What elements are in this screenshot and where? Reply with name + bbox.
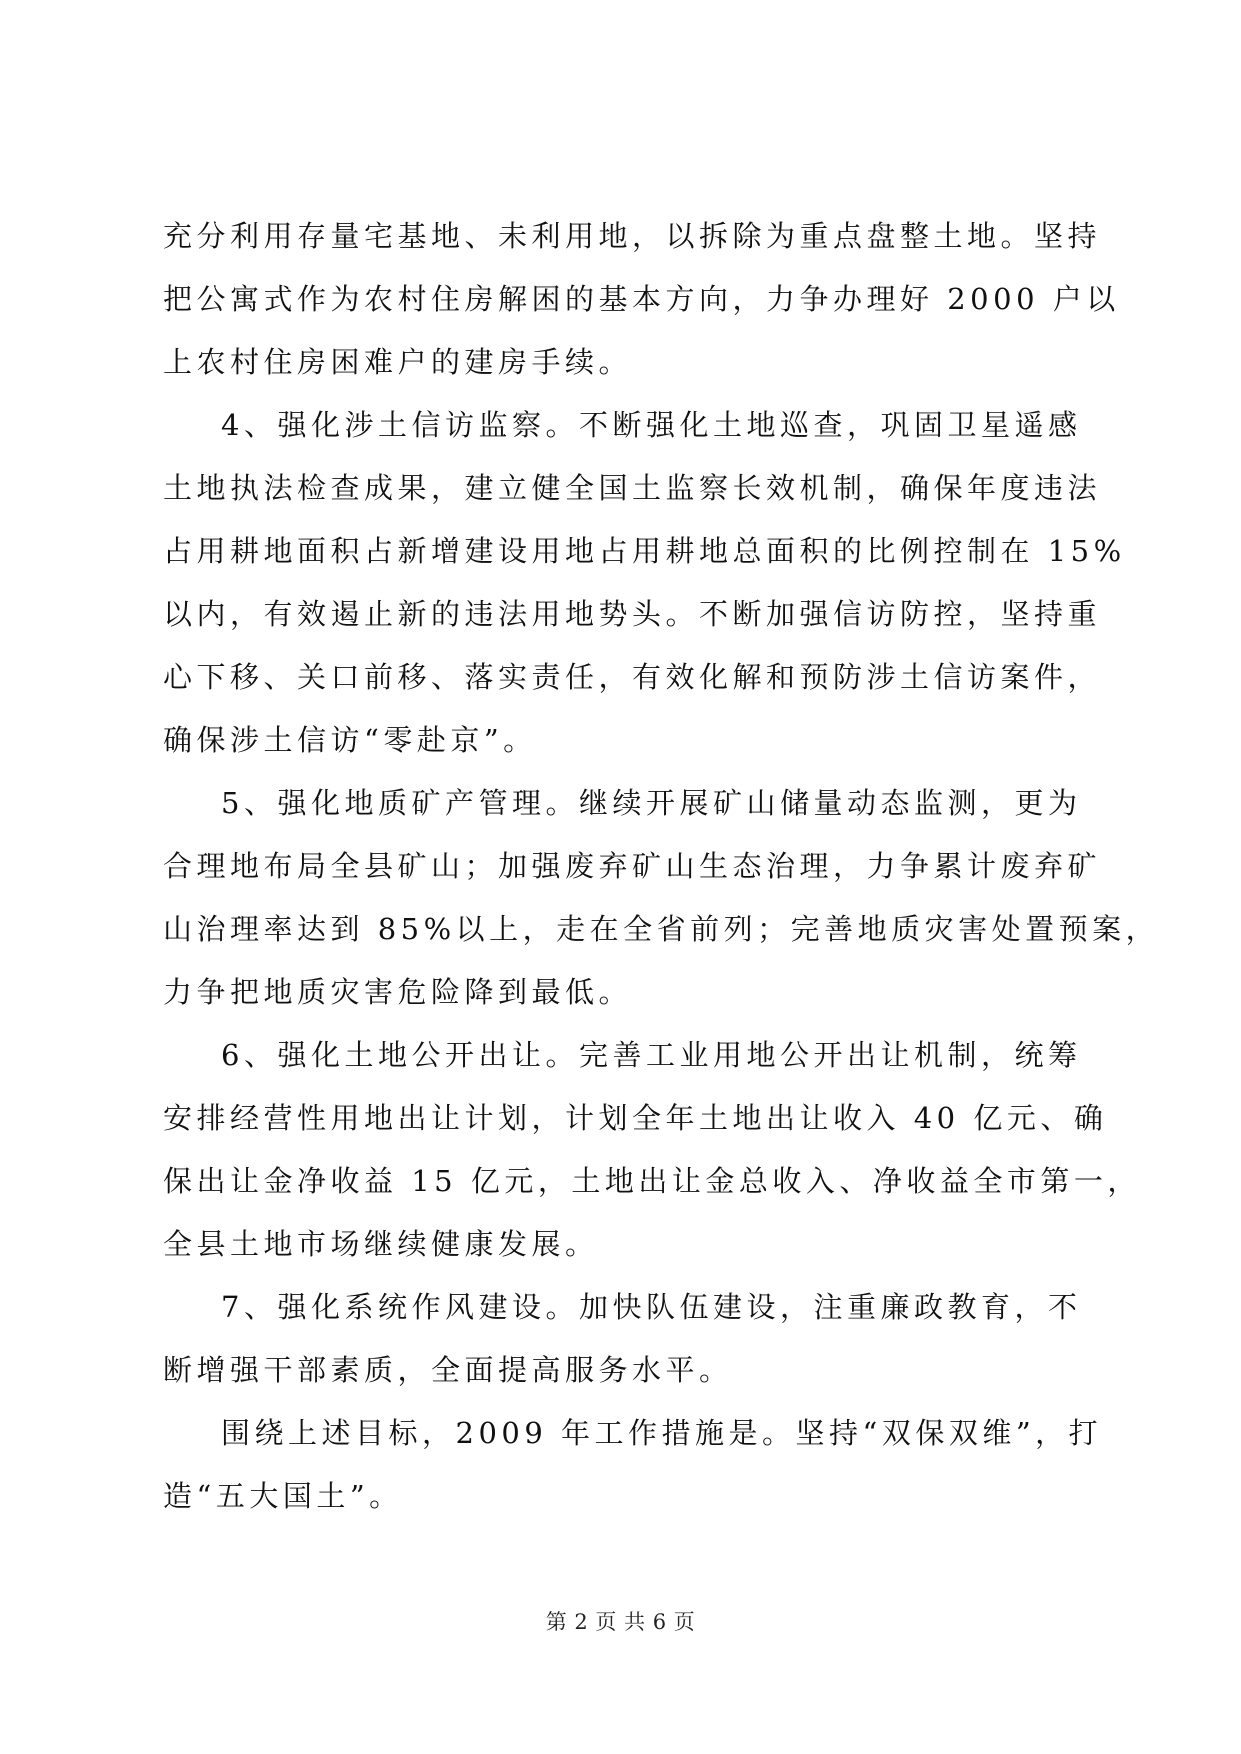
- text-line: 山治理率达到 85%以上，走在全省前列；完善地质灾害处置预案，: [163, 912, 1160, 946]
- text-line: 全县土地市场继续健康发展。: [163, 1227, 599, 1261]
- text-line: 心下移、关口前移、落实责任，有效化解和预防涉土信访案件，: [163, 660, 1102, 694]
- text-line: 把公寓式作为农村住房解困的基本方向，力争办理好 2000 户以: [163, 282, 1120, 316]
- text-line: 确保涉土信访“零赴京”。: [163, 723, 537, 757]
- text-line: 断增强干部素质，全面提高服务水平。: [163, 1353, 733, 1387]
- text-line: 土地执法检查成果，建立健全国土监察长效机制，确保年度违法: [163, 471, 1102, 505]
- paragraph-item-6: [163, 1024, 1141, 1276]
- paragraph-item-7: [163, 1276, 1081, 1402]
- document-body: [163, 205, 1160, 1528]
- text-line: 合理地布局全县矿山；加强废弃矿山生态治理，力争累计废弃矿: [163, 849, 1102, 883]
- paragraph-1: [163, 205, 1120, 394]
- text-line: 造“五大国土”。: [163, 1479, 403, 1513]
- text-line: 6、强化土地公开出让。完善工业用地公开出让机制，统筹: [221, 1038, 1082, 1072]
- paragraph-item-5: [163, 772, 1160, 1024]
- paragraph-measures: [163, 1402, 1103, 1528]
- page-number-footer: 第 2 页 共 6 页: [545, 1610, 696, 1634]
- text-line: 力争把地质灾害危险降到最低。: [163, 975, 633, 1009]
- text-line: 4、强化涉土信访监察。不断强化土地巡查，巩固卫星遥感: [221, 408, 1082, 442]
- paragraph-item-4: [163, 394, 1126, 772]
- text-line: 上农村住房困难户的建房手续。: [163, 345, 633, 379]
- text-line: 占用耕地面积占新增建设用地占用耕地总面积的比例控制在 15%: [163, 534, 1126, 568]
- text-line: 围绕上述目标，2009 年工作措施是。坚持“双保双维”，打: [221, 1416, 1103, 1450]
- text-line: 安排经营性用地出让计划，计划全年土地出让收入 40 亿元、确: [163, 1101, 1108, 1135]
- text-line: 保出让金净收益 15 亿元，土地出让金总收入、净收益全市第一，: [163, 1164, 1141, 1198]
- text-line: 7、强化系统作风建设。加快队伍建设，注重廉政教育，不: [221, 1290, 1082, 1324]
- text-line: 充分利用存量宅基地、未利用地，以拆除为重点盘整土地。坚持: [163, 219, 1102, 253]
- text-line: 以内，有效遏止新的违法用地势头。不断加强信访防控，坚持重: [163, 597, 1102, 631]
- text-line: 5、强化地质矿产管理。继续开展矿山储量动态监测，更为: [221, 786, 1082, 820]
